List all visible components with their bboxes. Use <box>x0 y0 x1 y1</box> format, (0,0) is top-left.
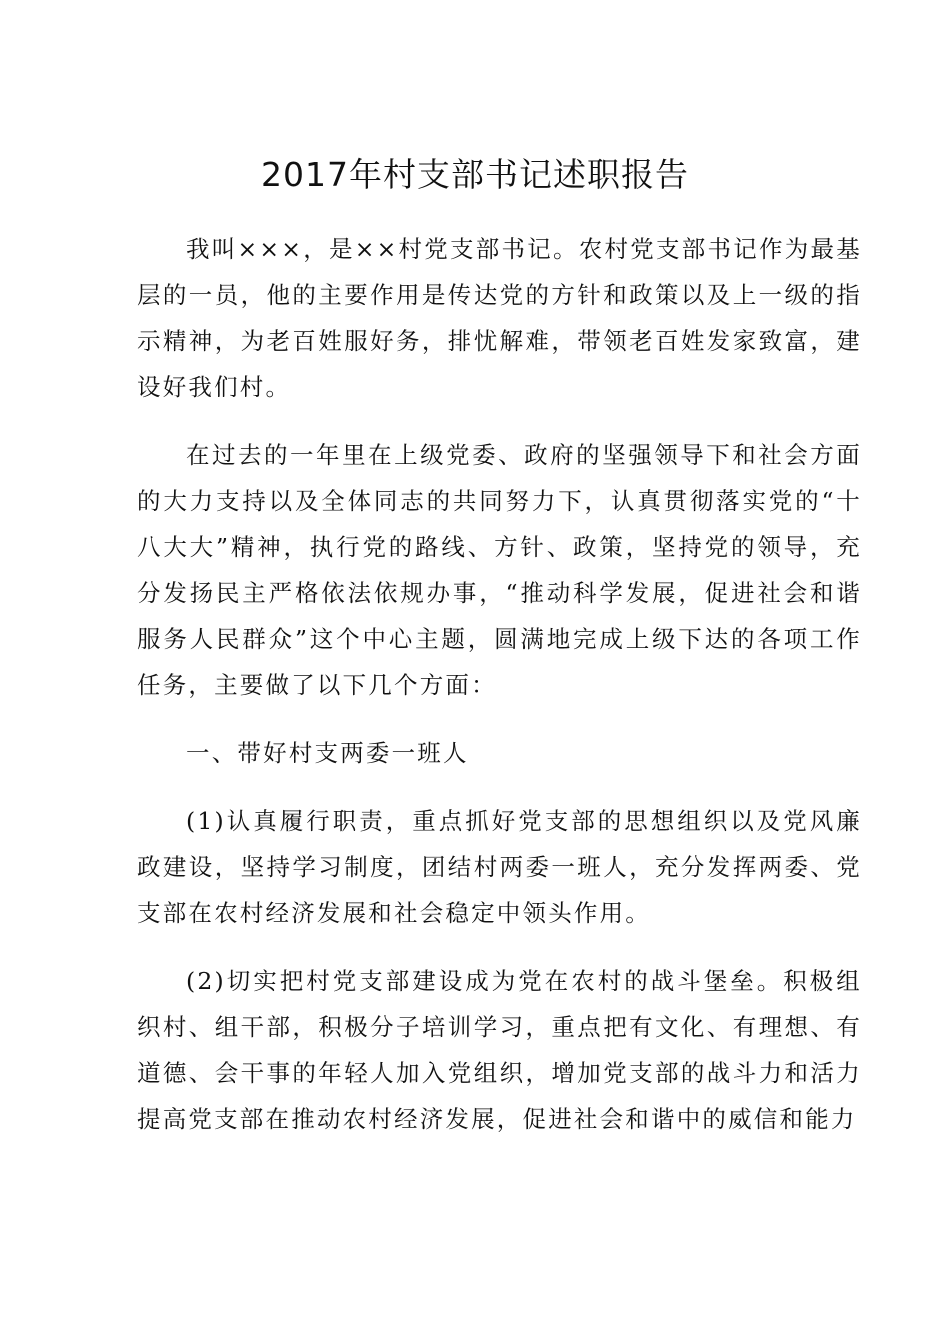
paragraph-introduction: 我叫×××，是××村党支部书记。农村党支部书记作为最基层的一员，他的主要作用是传达党的方针和政策以及上一级的指示精神，为老百姓服好务，排忧解难，带领老百姓发家致富，建设好我们村。 <box>137 235 862 401</box>
section-heading: 一、带好村支两委一班人 <box>186 739 469 767</box>
document-title: 2017年村支部书记述职报告 <box>261 155 689 194</box>
paragraph-item-1: (1)认真履行职责，重点抓好党支部的思想组织以及党风廉政建设，坚持学习制度，团结村两委一班人，充分发挥两委、党支部在农村经济发展和社会稳定中领头作用。 <box>137 807 862 927</box>
paragraph-overview: 在过去的一年里在上级党委、政府的坚强领导下和社会方面的大力支持以及全体同志的共同努力下，认真贯彻落实党的“十八大大”精神，执行党的路线、方针、政策，坚持党的领导，充分发扬民主严格依法依规办事，“推动科学发展，促进社会和谐服务人民群众”这个中心主题，圆满地完成上级下达的各项工作任务，主要做了以下几个方面： <box>137 441 862 699</box>
paragraph-item-2: (2)切实把村党支部建设成为党在农村的战斗堡垒。积极组织村、组干部，积极分子培训学习，重点把有文化、有理想、有道德、会干事的年轻人加入党组织，增加党支部的战斗力和活力提高党支部在推动农村经济发展，促进社会和谐中的威信和能力 <box>137 967 862 1133</box>
document-body <box>137 226 862 1164</box>
